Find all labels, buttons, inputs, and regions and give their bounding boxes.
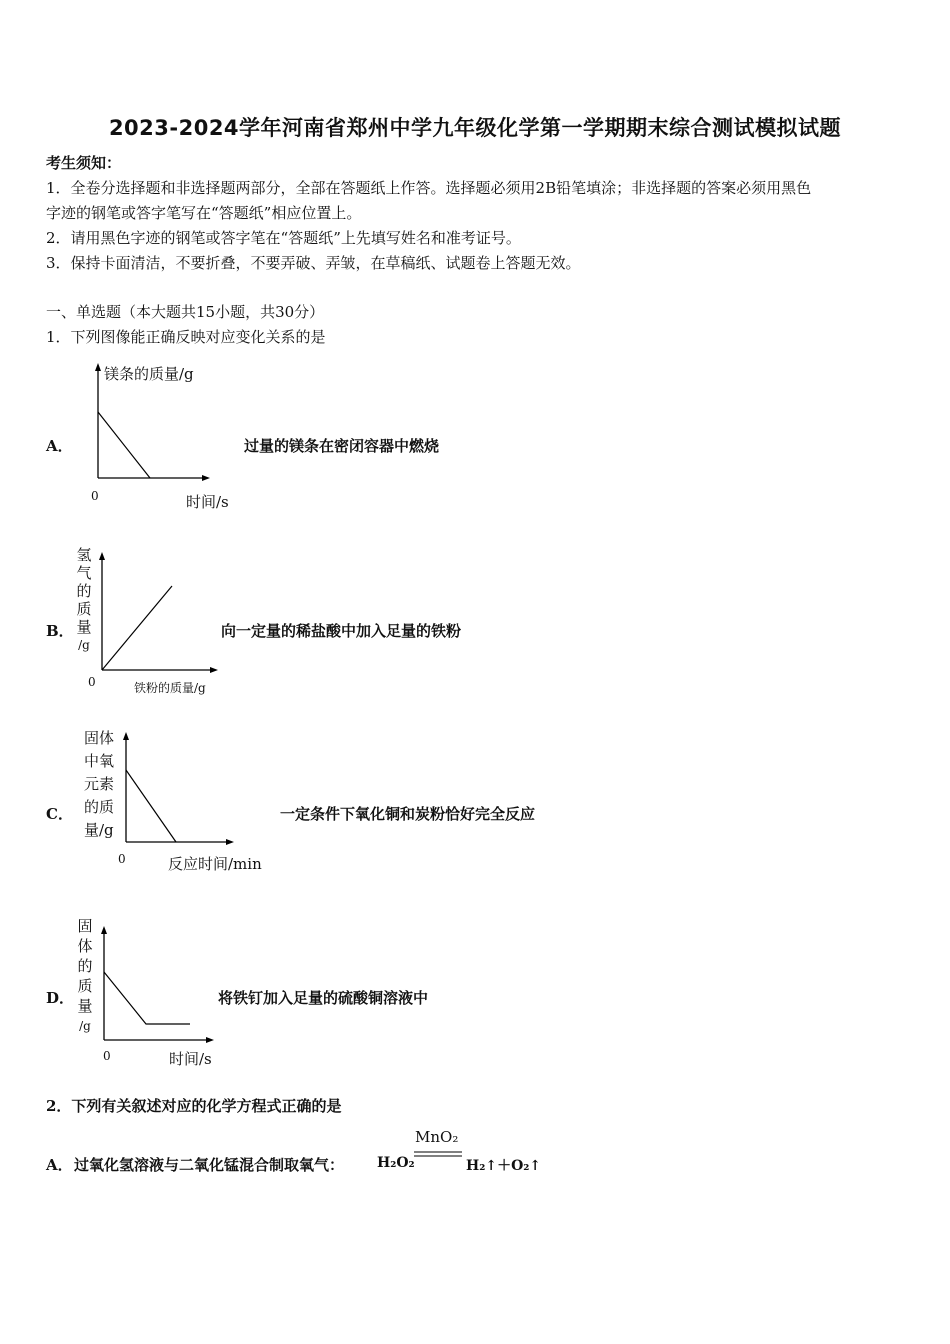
q2-option-a-label: A． xyxy=(46,1156,73,1174)
notice-heading: 考生须知： xyxy=(46,154,122,172)
chart-d-curve xyxy=(104,972,190,1024)
notice-line-1b: 字迹的钢笔或答字笔写在“答题纸”相应位置上。 xyxy=(46,204,362,222)
chart-b-ylabel xyxy=(76,546,92,654)
option-a-label: A． xyxy=(46,437,73,455)
notice-line-2: 2．请用黑色字迹的钢笔或答字笔在“答题纸”上先填写姓名和准考证号。 xyxy=(46,229,521,247)
chart-d-x-arrow xyxy=(206,1037,214,1043)
chart-c-origin: 0 xyxy=(118,852,126,866)
chart-d xyxy=(96,922,221,1046)
notice-line-1a: 1．全卷分选择题和非选择题两部分，全部在答题纸上作答。选择题必须用2B铅笔填涂；非选择题的答案必须用黑色 xyxy=(46,179,812,197)
chart-b-origin: 0 xyxy=(88,675,96,689)
chart-b-curve xyxy=(102,586,172,670)
chart-d-ylabel-char: 的 xyxy=(77,957,93,975)
q2-option-a-catalyst: MnO₂ xyxy=(415,1128,459,1146)
option-c-desc: 一定条件下氧化铜和炭粉恰好完全反应 xyxy=(280,805,536,823)
chart-a-x-arrow xyxy=(202,475,210,481)
chart-a-ylabel: 镁条的质量/g xyxy=(104,365,194,383)
page-title: 2023-2024学年河南省郑州中学九年级化学第一学期期末综合测试模拟试题 xyxy=(108,116,842,140)
chart-d-ylabel-char: 量 xyxy=(77,997,93,1015)
question-1-stem: 1．下列图像能正确反映对应变化关系的是 xyxy=(46,328,326,346)
chart-a-xlabel: 时间/s xyxy=(186,493,229,511)
option-b-desc: 向一定量的稀盐酸中加入足量的铁粉 xyxy=(221,622,462,640)
question-2-stem: 2．下列有关叙述对应的化学方程式正确的是 xyxy=(46,1097,342,1115)
q2-option-a-products: H₂↑＋O₂↑ xyxy=(466,1158,542,1174)
chart-d-origin: 0 xyxy=(103,1049,111,1063)
chart-b-y-arrow xyxy=(99,552,105,560)
option-d-desc: 将铁钉加入足量的硫酸铜溶液中 xyxy=(218,989,429,1007)
q2-option-a-text: 过氧化氢溶液与二氧化锰混合制取氧气： xyxy=(74,1156,345,1174)
chart-b-ylabel-char: 气 xyxy=(76,564,92,582)
chart-b xyxy=(92,548,227,678)
chart-b-ylabel-char: 的 xyxy=(76,582,92,600)
chart-d-ylabel-char: /g xyxy=(79,1019,91,1033)
chart-b-ylabel-char: 质 xyxy=(76,600,92,618)
chart-d-ylabel-char: 固 xyxy=(77,917,93,935)
chart-d-y-arrow xyxy=(101,926,107,934)
q2-option-a-reactant: H₂O₂ xyxy=(377,1155,415,1171)
section-heading: 一、单选题（本大题共15小题，共30分） xyxy=(46,303,325,321)
chart-c-ylabel-line: 的质 xyxy=(84,798,115,816)
chart-c-ylabel-line: 量/g xyxy=(84,821,114,839)
chart-c-ylabel-line: 元素 xyxy=(84,775,115,793)
option-c-label: C． xyxy=(46,805,73,823)
option-b-label: B． xyxy=(46,622,74,640)
option-d-label: D． xyxy=(46,989,75,1007)
chart-d-ylabel-char: 质 xyxy=(77,977,93,995)
chart-b-x-arrow xyxy=(210,667,218,673)
chart-c-ylabel-line: 固体 xyxy=(84,729,115,747)
equation-double-line xyxy=(414,1150,464,1158)
notice-line-3: 3．保持卡面清洁，不要折叠，不要弄破、弄皱，在草稿纸、试题卷上答题无效。 xyxy=(46,254,581,272)
chart-b-ylabel-char: 氢 xyxy=(76,546,92,564)
chart-c-ylabel-line: 中氧 xyxy=(84,752,115,770)
chart-b-ylabel-char: 量 xyxy=(76,618,92,636)
chart-c-y-arrow xyxy=(123,732,129,740)
chart-d-ylabel xyxy=(76,916,94,1036)
chart-b-xlabel: 铁粉的质量/g xyxy=(134,681,206,695)
chart-a-curve xyxy=(98,412,150,478)
chart-b-ylabel-char: /g xyxy=(78,638,90,652)
chart-d-xlabel: 时间/s xyxy=(169,1050,212,1068)
chart-c xyxy=(118,728,243,848)
chart-a-y-arrow xyxy=(95,363,101,371)
chart-a-origin: 0 xyxy=(91,489,99,503)
chart-c-x-arrow xyxy=(226,839,234,845)
chart-c-xlabel: 反应时间/min xyxy=(168,855,262,873)
chart-c-curve xyxy=(126,770,176,842)
chart-d-ylabel-char: 体 xyxy=(77,937,93,955)
option-a-desc: 过量的镁条在密闭容器中燃烧 xyxy=(244,437,440,455)
